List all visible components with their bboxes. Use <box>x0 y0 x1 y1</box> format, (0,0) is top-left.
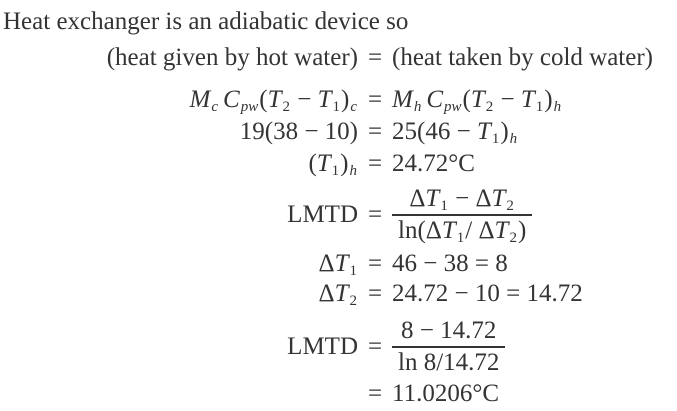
math-outer-sub: h <box>553 99 562 115</box>
energy-balance-lhs <box>0 85 358 115</box>
math-T1: T <box>441 217 456 244</box>
math-minus: − <box>448 185 476 212</box>
delta-t1-value: 46 − 38 = 8 <box>392 250 508 277</box>
math-open-paren: ( <box>259 86 268 113</box>
equation-delta-t1 <box>0 249 677 279</box>
math-T-sub: 1 <box>349 263 357 279</box>
math-T2: T <box>494 217 509 244</box>
numeric-lhs: 19(38 − 10) <box>239 118 358 145</box>
equation-heat-balance <box>0 43 677 73</box>
math-close-paren: ) <box>500 118 509 145</box>
math-slash: / <box>465 217 479 244</box>
equals-sign: = <box>367 86 383 113</box>
math-C: C <box>426 86 444 113</box>
lmtd-definition-fraction-wrap <box>392 185 677 245</box>
math-outer-sub: c <box>350 99 357 115</box>
lmtd-substitution-fraction-wrap <box>392 317 677 377</box>
math-T2-sub: 2 <box>485 99 494 115</box>
fraction <box>392 317 505 377</box>
equation-block <box>0 43 677 409</box>
math-T2-sub: 2 <box>282 99 290 115</box>
delta-t2-lhs <box>0 279 358 309</box>
equation-energy-balance <box>0 85 677 115</box>
equation-delta-t2 <box>0 279 677 309</box>
math-open-paren: ( <box>308 150 317 177</box>
math-delta: Δ <box>318 250 335 277</box>
math-delta: Δ <box>475 185 492 212</box>
math-T-sub: 2 <box>349 293 357 309</box>
math-delta: Δ <box>318 280 335 307</box>
lmtd-result-value: 11.0206°C <box>392 380 499 407</box>
math-M: M <box>189 86 211 113</box>
math-close-paren: ) <box>341 86 350 113</box>
equation-t1-hot <box>0 149 677 179</box>
math-delta: Δ <box>478 217 495 244</box>
equals-sign: = <box>367 150 383 177</box>
equation-lmtd-substitution <box>0 317 677 377</box>
equals-sign: = <box>367 333 383 360</box>
math-minus: − <box>290 86 318 113</box>
math-T1: T <box>316 150 331 177</box>
delta-t2-value: 24.72 − 10 = 14.72 <box>392 280 583 307</box>
fraction-denominator <box>392 216 532 245</box>
math-outer-sub: h <box>509 131 518 147</box>
math-close-paren: ) <box>340 150 349 177</box>
equation-lmtd-definition <box>0 185 677 245</box>
math-T2: T <box>267 86 282 113</box>
math-T1-sub: 1 <box>491 131 500 147</box>
math-C-sub: pw <box>240 99 259 115</box>
energy-balance-rhs <box>392 85 677 115</box>
math-M-sub: h <box>413 99 422 115</box>
heat-balance-rhs: (heat taken by cold water) <box>392 44 653 71</box>
math-T1-sub: 1 <box>440 198 448 214</box>
lmtd-label: LMTD <box>287 333 358 360</box>
equals-sign: = <box>367 44 383 71</box>
math-T1-sub: 1 <box>456 230 465 246</box>
lmtd-label: LMTD <box>287 201 358 228</box>
fraction <box>392 185 532 245</box>
math-T: T <box>334 280 349 307</box>
math-ln: ln( <box>398 217 426 244</box>
fraction-denominator: ln 8/14.72 <box>398 349 500 376</box>
math-T1: T <box>425 185 440 212</box>
math-T1: T <box>317 86 332 113</box>
math-T1-sub: 1 <box>331 163 340 179</box>
delta-t1-lhs <box>0 249 358 279</box>
math-pre: 25(46 − <box>392 118 477 145</box>
intro-text: Heat exchanger is an adiabatic device so <box>3 8 409 35</box>
math-C-sub: pw <box>444 99 462 115</box>
math-T2-sub: 2 <box>506 198 514 214</box>
fraction-numerator: 8 − 14.72 <box>392 317 505 348</box>
fraction-numerator <box>392 185 532 216</box>
math-T2: T <box>470 86 485 113</box>
math-delta: Δ <box>409 185 426 212</box>
math-close-paren: ) <box>544 86 553 113</box>
numeric-rhs <box>392 117 677 147</box>
equals-sign: = <box>367 280 383 307</box>
equation-lmtd-result <box>0 379 677 409</box>
heat-balance-lhs: (heat given by hot water) <box>106 44 358 71</box>
math-minus: − <box>494 86 521 113</box>
math-close-paren: ) <box>517 217 527 244</box>
equals-sign: = <box>367 250 383 277</box>
equals-sign: = <box>367 380 383 407</box>
equation-numeric-substitution <box>0 117 677 147</box>
equals-sign: = <box>367 118 383 145</box>
math-C: C <box>223 86 240 113</box>
t1-hot-lhs <box>0 149 358 179</box>
math-T1: T <box>520 86 535 113</box>
math-T1-sub: 1 <box>535 99 544 115</box>
math-T1: T <box>476 118 491 145</box>
math-outer-sub: h <box>349 163 357 179</box>
math-open-paren: ( <box>462 86 471 113</box>
math-delta: Δ <box>425 217 442 244</box>
math-T2: T <box>491 185 506 212</box>
math-M: M <box>392 86 413 113</box>
t1-hot-value: 24.72°C <box>392 150 475 177</box>
math-T2-sub: 2 <box>509 230 517 246</box>
equals-sign: = <box>367 201 383 228</box>
math-T: T <box>334 250 349 277</box>
math-M-sub: c <box>211 99 219 115</box>
math-T1-sub: 1 <box>332 99 340 115</box>
